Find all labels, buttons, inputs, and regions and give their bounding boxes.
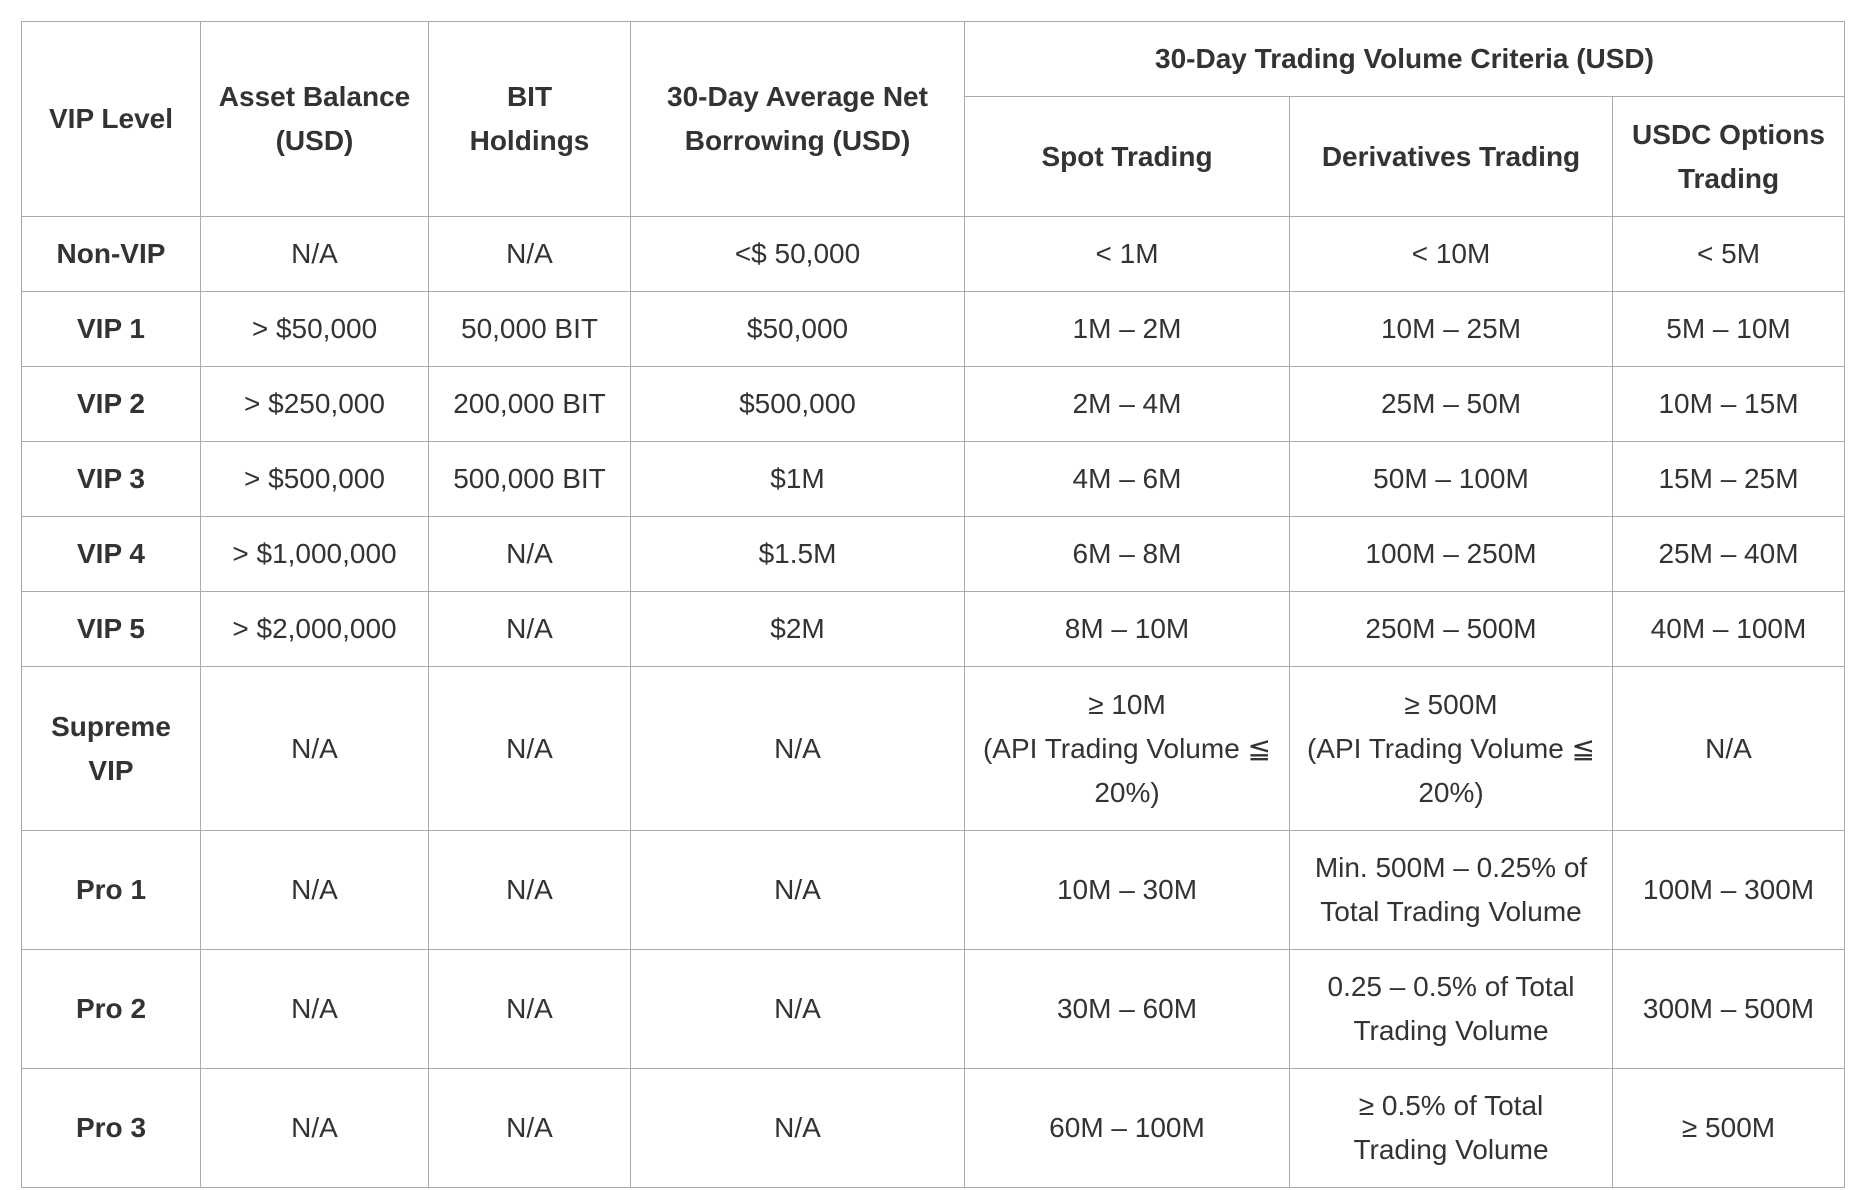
cell-vip-level xyxy=(22,367,201,442)
header-usdc-options-line: USDC Options xyxy=(1632,118,1825,150)
cell-spot-trading xyxy=(965,592,1290,667)
header-bit-holdings-line: Holdings xyxy=(469,125,590,156)
cell-derivatives-trading-line: ≥ 0.5% of Total xyxy=(1358,1090,1544,1121)
table-row xyxy=(22,831,1845,950)
cell-derivatives-trading-line: Min. 500M – 0.25% of xyxy=(1314,852,1588,883)
table-row xyxy=(22,592,1845,667)
cell-vip-level-line: Pro 1 xyxy=(75,874,147,905)
cell-spot-trading-line: (API Trading Volume ≦ xyxy=(982,732,1272,764)
header-derivatives-trading: Derivatives Trading xyxy=(1290,97,1613,217)
cell-usdc-options-trading: 300M – 500M xyxy=(1613,950,1845,1069)
cell-spot-trading xyxy=(965,1069,1290,1188)
cell-usdc-options-trading: 5M – 10M xyxy=(1613,292,1845,367)
header-asset-balance-line: Asset Balance xyxy=(218,81,411,112)
cell-derivatives-trading xyxy=(1290,217,1613,292)
cell-derivatives-trading-line: ≥ 500M xyxy=(1404,688,1498,720)
cell-spot-trading-line: 20%) xyxy=(1094,776,1160,808)
cell-net-borrowing: N/A xyxy=(631,667,965,831)
cell-spot-trading xyxy=(965,831,1290,950)
cell-asset-balance: > $1,000,000 xyxy=(201,517,429,592)
cell-spot-trading-line: 1M – 2M xyxy=(1072,313,1182,344)
cell-net-borrowing: <$ 50,000 xyxy=(631,217,965,292)
cell-derivatives-trading-line: 50M – 100M xyxy=(1373,463,1529,494)
cell-usdc-options-trading: 100M – 300M xyxy=(1613,831,1845,950)
cell-bit-holdings: N/A xyxy=(429,831,631,950)
cell-asset-balance: N/A xyxy=(201,950,429,1069)
cell-derivatives-trading xyxy=(1290,442,1613,517)
header-net-borrowing-line: 30-Day Average Net xyxy=(667,81,928,112)
cell-usdc-options-trading: 40M – 100M xyxy=(1613,592,1845,667)
header-bit-holdings xyxy=(429,22,631,217)
cell-asset-balance: > $2,000,000 xyxy=(201,592,429,667)
table-header xyxy=(22,22,1845,217)
cell-vip-level-line: VIP 4 xyxy=(77,538,145,569)
header-spot-trading: Spot Trading xyxy=(965,97,1290,217)
cell-spot-trading xyxy=(965,950,1290,1069)
header-usdc-options-line: Trading xyxy=(1677,162,1780,194)
header-volume-criteria-group: 30-Day Trading Volume Criteria (USD) xyxy=(965,22,1845,97)
cell-bit-holdings: 500,000 BIT xyxy=(429,442,631,517)
table-row xyxy=(22,217,1845,292)
cell-spot-trading xyxy=(965,367,1290,442)
cell-spot-trading xyxy=(965,517,1290,592)
table-row xyxy=(22,950,1845,1069)
cell-net-borrowing: N/A xyxy=(631,831,965,950)
cell-net-borrowing: $2M xyxy=(631,592,965,667)
cell-bit-holdings: N/A xyxy=(429,950,631,1069)
cell-spot-trading xyxy=(965,442,1290,517)
cell-vip-level xyxy=(22,1069,201,1188)
table-row xyxy=(22,292,1845,367)
cell-derivatives-trading-line: 0.25 – 0.5% of Total xyxy=(1327,971,1575,1002)
cell-asset-balance: N/A xyxy=(201,831,429,950)
header-asset-balance xyxy=(201,22,429,217)
header-asset-balance-line: (USD) xyxy=(275,125,354,156)
cell-vip-level xyxy=(22,592,201,667)
cell-bit-holdings: 50,000 BIT xyxy=(429,292,631,367)
cell-derivatives-trading-line: 25M – 50M xyxy=(1380,388,1522,419)
cell-vip-level-line: Pro 2 xyxy=(75,993,147,1024)
cell-derivatives-trading-line: Trading Volume xyxy=(1353,1015,1549,1046)
cell-net-borrowing: $1.5M xyxy=(631,517,965,592)
header-net-borrowing xyxy=(631,22,965,217)
cell-asset-balance: N/A xyxy=(201,217,429,292)
cell-net-borrowing: N/A xyxy=(631,1069,965,1188)
cell-derivatives-trading xyxy=(1290,517,1613,592)
cell-usdc-options-trading: 10M – 15M xyxy=(1613,367,1845,442)
cell-asset-balance: > $250,000 xyxy=(201,367,429,442)
cell-bit-holdings: 200,000 BIT xyxy=(429,367,631,442)
cell-derivatives-trading xyxy=(1290,667,1613,831)
header-net-borrowing-line: Borrowing (USD) xyxy=(684,125,911,156)
cell-spot-trading xyxy=(965,217,1290,292)
cell-derivatives-trading-line: 10M – 25M xyxy=(1380,313,1522,344)
cell-asset-balance: > $50,000 xyxy=(201,292,429,367)
header-row-top xyxy=(22,22,1845,97)
cell-usdc-options-trading: 25M – 40M xyxy=(1613,517,1845,592)
cell-spot-trading-line: 8M – 10M xyxy=(1064,613,1190,644)
cell-bit-holdings: N/A xyxy=(429,217,631,292)
cell-vip-level xyxy=(22,831,201,950)
cell-vip-level xyxy=(22,950,201,1069)
cell-net-borrowing: N/A xyxy=(631,950,965,1069)
cell-spot-trading xyxy=(965,667,1290,831)
table-row xyxy=(22,367,1845,442)
cell-derivatives-trading-line: 100M – 250M xyxy=(1365,538,1537,569)
cell-vip-level-line: Non-VIP xyxy=(56,238,166,269)
table-body xyxy=(22,217,1845,1188)
cell-vip-level-line: VIP 2 xyxy=(77,388,145,419)
table-row xyxy=(22,667,1845,831)
cell-usdc-options-trading: N/A xyxy=(1613,667,1845,831)
cell-bit-holdings: N/A xyxy=(429,1069,631,1188)
cell-vip-level-line: Supreme xyxy=(51,710,171,742)
cell-vip-level xyxy=(22,217,201,292)
cell-spot-trading xyxy=(965,292,1290,367)
cell-asset-balance: > $500,000 xyxy=(201,442,429,517)
cell-asset-balance: N/A xyxy=(201,1069,429,1188)
cell-net-borrowing: $50,000 xyxy=(631,292,965,367)
cell-net-borrowing: $500,000 xyxy=(631,367,965,442)
header-usdc-options-trading xyxy=(1613,97,1845,217)
cell-usdc-options-trading: < 5M xyxy=(1613,217,1845,292)
cell-derivatives-trading xyxy=(1290,831,1613,950)
vip-criteria-table xyxy=(21,21,1845,1188)
cell-derivatives-trading-line: 250M – 500M xyxy=(1365,613,1537,644)
cell-spot-trading-line: < 1M xyxy=(1095,238,1159,269)
cell-vip-level xyxy=(22,667,201,831)
cell-derivatives-trading-line: Total Trading Volume xyxy=(1320,896,1582,927)
cell-vip-level-line: VIP xyxy=(88,754,134,786)
cell-vip-level xyxy=(22,292,201,367)
cell-net-borrowing: $1M xyxy=(631,442,965,517)
cell-vip-level-line: VIP 5 xyxy=(77,613,145,644)
cell-bit-holdings: N/A xyxy=(429,592,631,667)
cell-derivatives-trading xyxy=(1290,950,1613,1069)
table-row xyxy=(22,517,1845,592)
cell-derivatives-trading xyxy=(1290,367,1613,442)
cell-usdc-options-trading: ≥ 500M xyxy=(1613,1069,1845,1188)
cell-spot-trading-line: 30M – 60M xyxy=(1056,993,1198,1024)
cell-derivatives-trading-line: < 10M xyxy=(1411,238,1491,269)
cell-usdc-options-trading: 15M – 25M xyxy=(1613,442,1845,517)
cell-derivatives-trading-line: (API Trading Volume ≦ xyxy=(1306,732,1596,764)
cell-spot-trading-line: 10M – 30M xyxy=(1056,874,1198,905)
cell-spot-trading-line: 2M – 4M xyxy=(1072,388,1182,419)
cell-bit-holdings: N/A xyxy=(429,667,631,831)
cell-spot-trading-line: 4M – 6M xyxy=(1072,463,1182,494)
cell-asset-balance: N/A xyxy=(201,667,429,831)
cell-vip-level-line: Pro 3 xyxy=(75,1112,147,1143)
cell-vip-level-line: VIP 1 xyxy=(77,313,145,344)
table-row xyxy=(22,1069,1845,1188)
cell-derivatives-trading xyxy=(1290,1069,1613,1188)
header-bit-holdings-line: BIT xyxy=(506,81,553,112)
cell-bit-holdings: N/A xyxy=(429,517,631,592)
cell-spot-trading-line: 60M – 100M xyxy=(1049,1112,1205,1143)
header-vip-level: VIP Level xyxy=(22,22,201,217)
cell-vip-level xyxy=(22,517,201,592)
cell-vip-level-line: VIP 3 xyxy=(77,463,145,494)
table-row xyxy=(22,442,1845,517)
cell-spot-trading-line: ≥ 10M xyxy=(1088,688,1166,720)
cell-derivatives-trading-line: Trading Volume xyxy=(1353,1134,1549,1165)
cell-derivatives-trading xyxy=(1290,592,1613,667)
cell-derivatives-trading-line: 20%) xyxy=(1418,776,1484,808)
cell-derivatives-trading xyxy=(1290,292,1613,367)
cell-spot-trading-line: 6M – 8M xyxy=(1072,538,1182,569)
cell-vip-level xyxy=(22,442,201,517)
